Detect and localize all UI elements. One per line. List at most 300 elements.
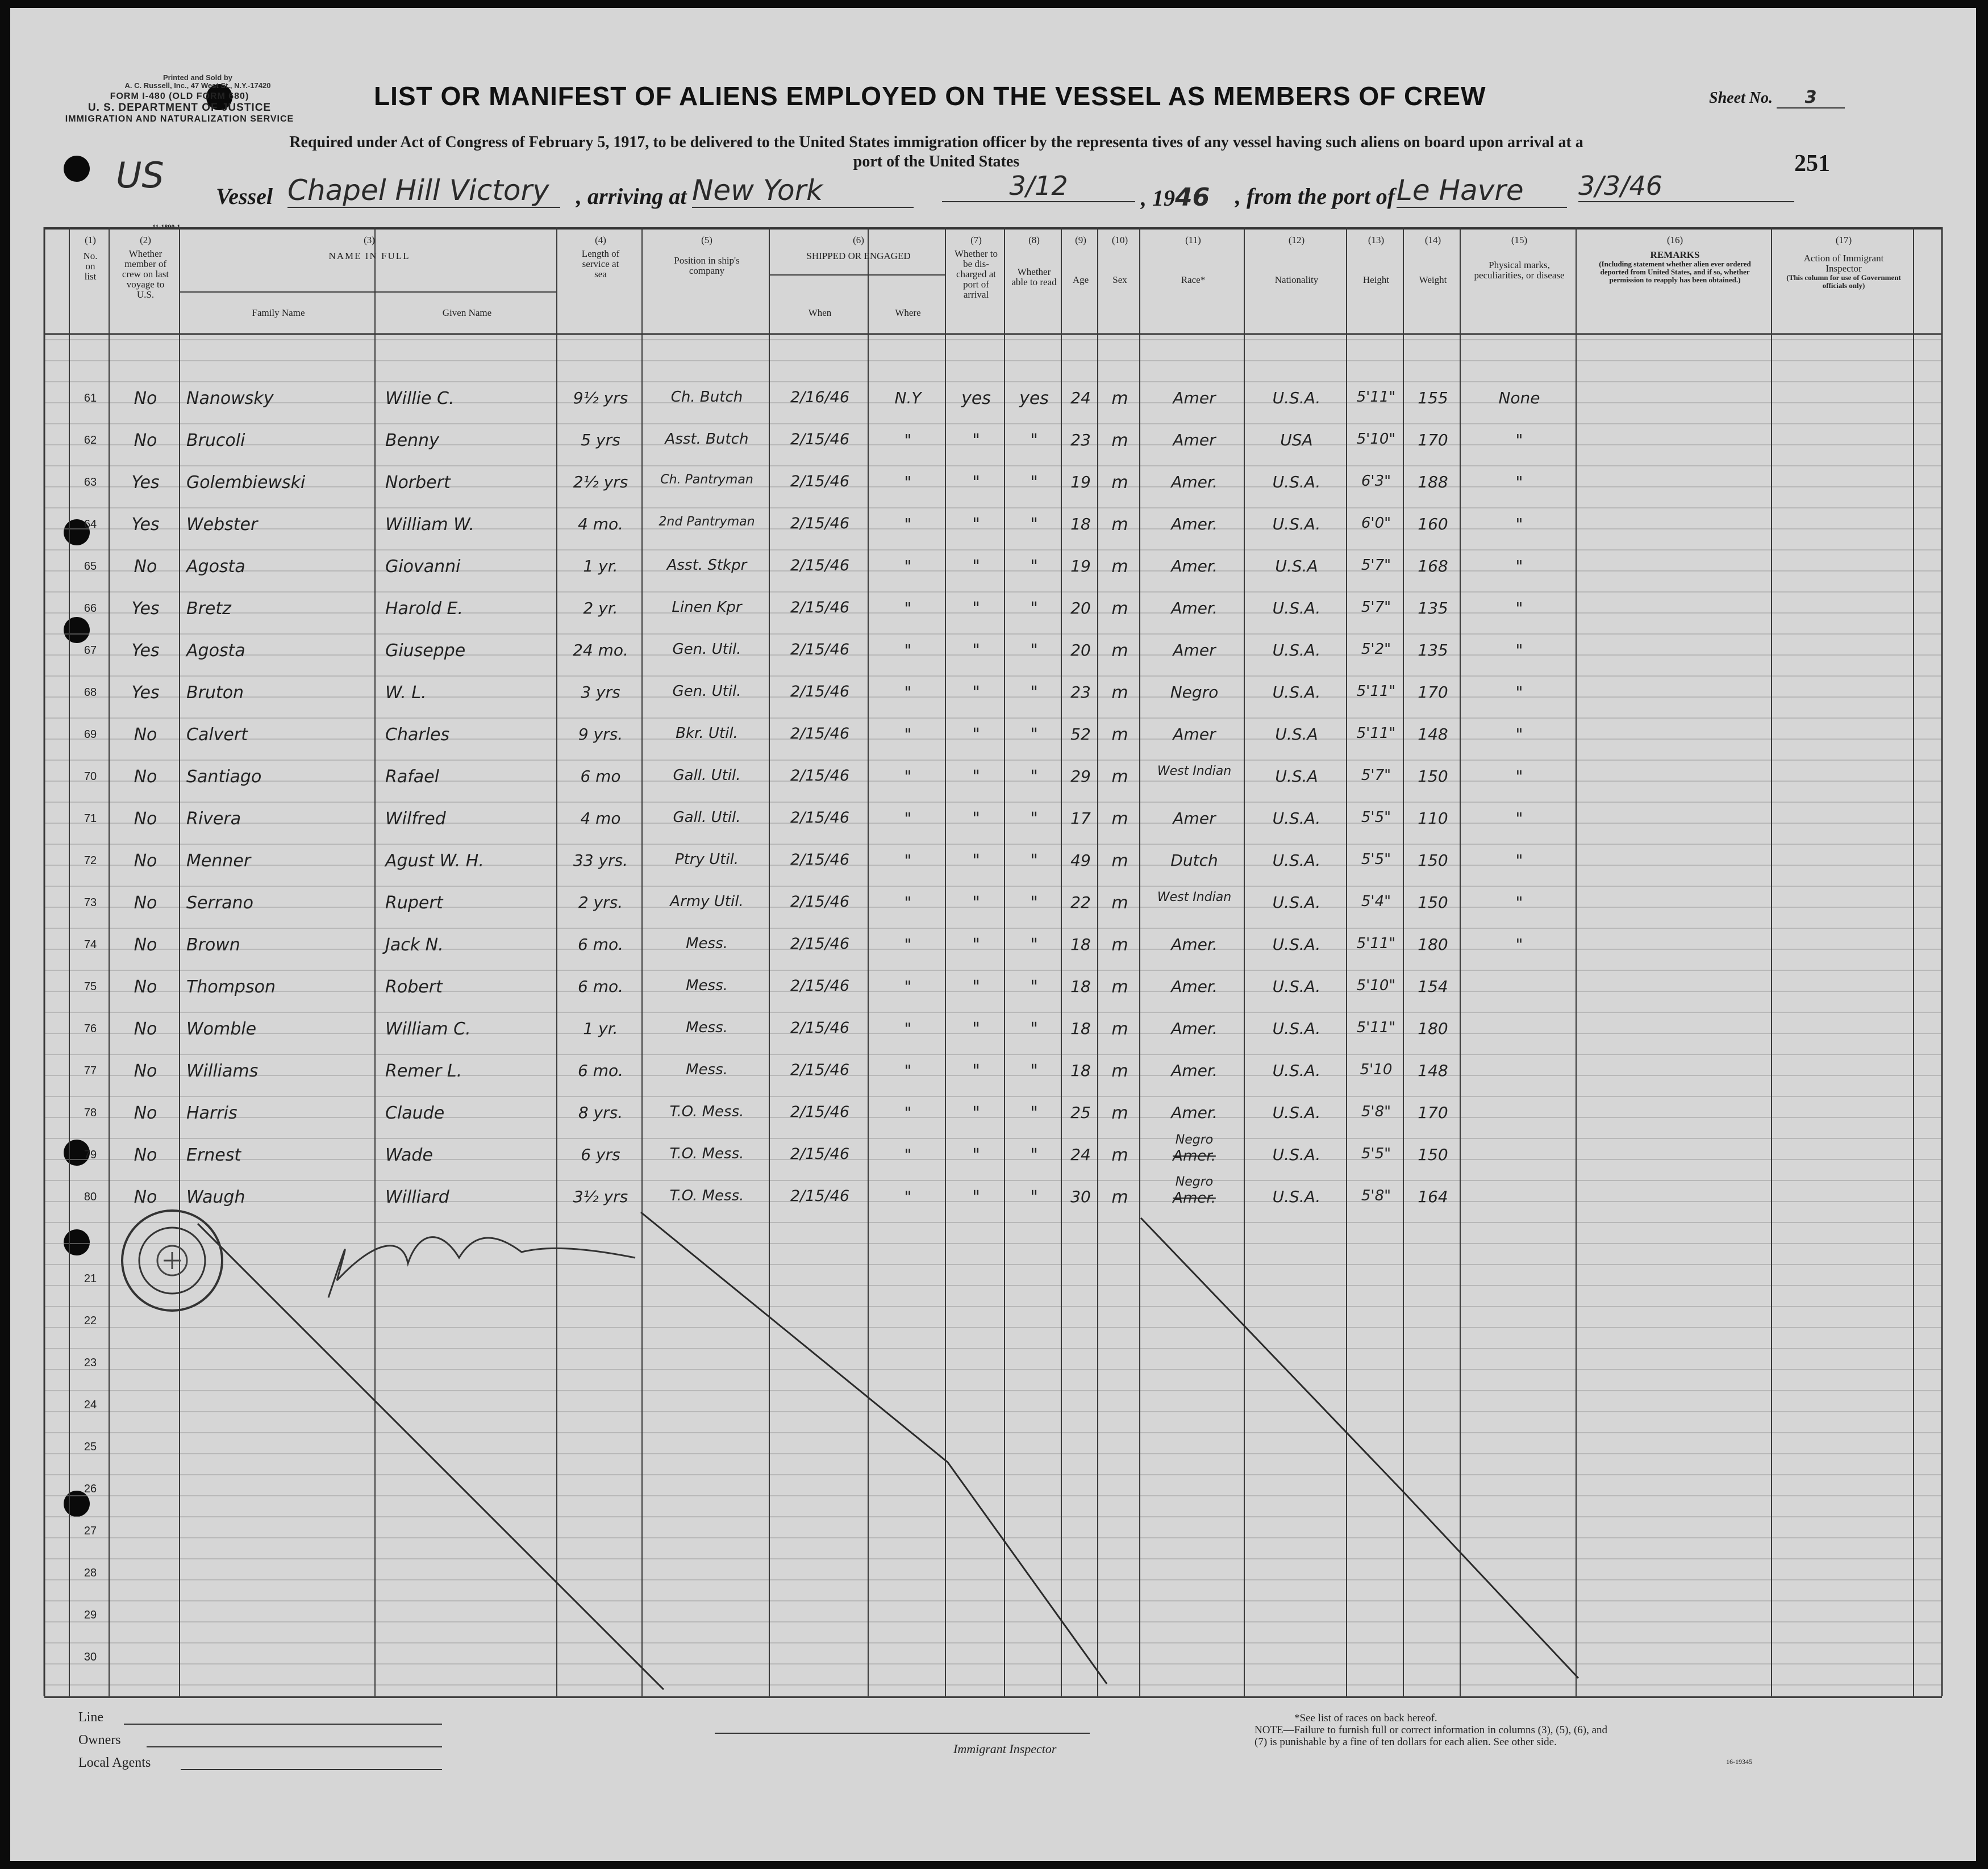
col13-number: (13) bbox=[1368, 235, 1385, 245]
age: 18 bbox=[1070, 1019, 1091, 1038]
line-number: 67 bbox=[84, 644, 97, 657]
col16-sublabel: (Including statement whether alien ever ordered deported from United States, and if so, whether permission to reapply has been obtained.) bbox=[1599, 260, 1751, 284]
shipped-place: N.Y bbox=[894, 389, 922, 407]
ship-position: Gen. Util. bbox=[672, 683, 741, 700]
shipped-place: " bbox=[904, 557, 912, 575]
inspector-label: Immigrant Inspector bbox=[953, 1742, 1057, 1756]
given-name: Rafael bbox=[385, 767, 439, 787]
shipped-place: " bbox=[904, 1019, 912, 1038]
family-name: Brucoli bbox=[186, 431, 245, 450]
given-name: Benny bbox=[385, 431, 439, 450]
physical-marks: " bbox=[1515, 431, 1523, 449]
col3b-label: Given Name bbox=[442, 307, 492, 318]
page-number: 251 bbox=[1794, 151, 1830, 177]
sex: m bbox=[1111, 599, 1128, 619]
able-to-read: " bbox=[1030, 1019, 1038, 1039]
discharge-flag: " bbox=[972, 767, 980, 787]
length-of-service: 1 yr. bbox=[583, 557, 618, 575]
height: 6'3" bbox=[1361, 473, 1391, 490]
footnote-note2: (7) is punishable by a fine of ten dollars for each alien. See other side. bbox=[1255, 1736, 1557, 1748]
age: 18 bbox=[1070, 1061, 1091, 1080]
crew-last-voyage: No bbox=[134, 977, 157, 997]
family-name: Santiago bbox=[186, 767, 262, 787]
shipped-date: 2/15/46 bbox=[790, 431, 850, 448]
nationality: U.S.A. bbox=[1272, 893, 1321, 912]
sex: m bbox=[1111, 935, 1128, 955]
age: 30 bbox=[1070, 1187, 1091, 1206]
line-number: 74 bbox=[84, 938, 97, 951]
race: Negro bbox=[1170, 683, 1219, 702]
race: Amer. bbox=[1171, 599, 1218, 618]
discharge-flag: " bbox=[972, 683, 980, 703]
crew-last-voyage: Yes bbox=[131, 473, 160, 493]
col6-number: (6) bbox=[853, 235, 864, 245]
from-label: , from the port of bbox=[1235, 183, 1395, 209]
able-to-read: " bbox=[1030, 683, 1038, 703]
printer-line1: Printed and Sold by bbox=[162, 73, 233, 82]
able-to-read: " bbox=[1030, 893, 1038, 913]
nationality: U.S.A. bbox=[1272, 641, 1321, 660]
sex: m bbox=[1111, 1103, 1128, 1123]
length-of-service: 6 mo. bbox=[577, 1061, 624, 1080]
age: 29 bbox=[1070, 767, 1091, 786]
race: West Indian bbox=[1157, 764, 1232, 778]
height: 5'11" bbox=[1356, 389, 1396, 406]
family-name: Rivera bbox=[186, 809, 241, 829]
year-prefix: , 19 bbox=[1141, 185, 1175, 211]
discharge-flag: " bbox=[972, 515, 980, 535]
nationality: U.S.A. bbox=[1272, 809, 1321, 828]
line-number: 76 bbox=[84, 1023, 97, 1035]
race: Negro bbox=[1175, 1133, 1214, 1147]
weight: 135 bbox=[1418, 641, 1448, 660]
age: 23 bbox=[1070, 431, 1091, 449]
race: Amer bbox=[1173, 809, 1216, 828]
line-number: 62 bbox=[84, 434, 97, 447]
vessel-label: Vessel bbox=[216, 183, 273, 209]
col9-number: (9) bbox=[1075, 235, 1086, 245]
ship-position: Mess. bbox=[686, 1019, 728, 1036]
sex: m bbox=[1111, 851, 1128, 871]
weight: 148 bbox=[1418, 1061, 1448, 1080]
race: Amer bbox=[1173, 389, 1216, 407]
col5-number: (5) bbox=[701, 235, 712, 245]
length-of-service: 24 mo. bbox=[573, 641, 628, 660]
nationality: U.S.A. bbox=[1272, 1103, 1321, 1122]
consulate-seal bbox=[118, 1207, 226, 1315]
department-name: U. S. DEPARTMENT OF JUSTICE bbox=[87, 102, 272, 114]
line-number: 72 bbox=[84, 854, 97, 867]
discharge-flag: " bbox=[972, 1061, 980, 1081]
discharge-flag: " bbox=[972, 977, 980, 997]
race: Amer bbox=[1173, 431, 1216, 449]
crew-last-voyage: No bbox=[134, 851, 157, 871]
able-to-read: " bbox=[1030, 515, 1038, 535]
shipped-date: 2/15/46 bbox=[790, 473, 850, 490]
age: 22 bbox=[1070, 893, 1091, 912]
crew-last-voyage: No bbox=[134, 893, 157, 913]
arrival-date: 3/12 bbox=[942, 170, 1135, 202]
ship-position: Linen Kpr bbox=[672, 599, 742, 616]
col3a-label: Family Name bbox=[252, 307, 305, 318]
sex: m bbox=[1111, 641, 1128, 661]
sex: m bbox=[1111, 1187, 1128, 1207]
weight: 150 bbox=[1418, 893, 1448, 912]
able-to-read: " bbox=[1030, 599, 1038, 619]
sex: m bbox=[1111, 1145, 1128, 1165]
col4-label: Length of service at sea bbox=[581, 248, 620, 279]
ship-position: Gall. Util. bbox=[673, 767, 741, 784]
given-name: Robert bbox=[385, 977, 443, 997]
able-to-read: " bbox=[1030, 977, 1038, 997]
family-name: Ernest bbox=[186, 1145, 241, 1165]
physical-marks: " bbox=[1515, 599, 1523, 618]
age: 20 bbox=[1070, 641, 1091, 660]
length-of-service: 2 yrs. bbox=[578, 893, 623, 912]
able-to-read: yes bbox=[1019, 389, 1049, 408]
given-name: Norbert bbox=[385, 473, 451, 493]
race: West Indian bbox=[1157, 890, 1232, 904]
line-field bbox=[124, 1724, 442, 1725]
weight: 170 bbox=[1418, 1103, 1448, 1122]
line-number: 23 bbox=[84, 1357, 97, 1369]
age: 24 bbox=[1070, 389, 1091, 407]
vessel-name: Chapel Hill Victory bbox=[287, 174, 560, 208]
line-number: 77 bbox=[84, 1065, 97, 1077]
family-name: Thompson bbox=[186, 977, 276, 997]
race-struck: Amer. bbox=[1173, 1148, 1216, 1165]
able-to-read: " bbox=[1030, 725, 1038, 745]
footer-rule bbox=[44, 1696, 1942, 1698]
length-of-service: 6 mo. bbox=[577, 935, 624, 954]
given-name: Wade bbox=[385, 1145, 433, 1165]
crew-last-voyage: Yes bbox=[131, 683, 160, 703]
cancel-stroke bbox=[1141, 1218, 1578, 1678]
shipped-place: " bbox=[904, 431, 912, 449]
height: 5'5" bbox=[1361, 809, 1391, 826]
family-name: Agosta bbox=[186, 641, 245, 661]
ship-position: Mess. bbox=[686, 935, 728, 952]
shipped-date: 2/15/46 bbox=[790, 1019, 850, 1037]
length-of-service: 9½ yrs bbox=[573, 389, 628, 407]
discharge-flag: " bbox=[972, 599, 980, 619]
given-name: Giuseppe bbox=[385, 641, 466, 661]
ship-position: Bkr. Util. bbox=[676, 725, 738, 742]
shipped-place: " bbox=[904, 473, 912, 491]
col7-number: (7) bbox=[970, 235, 982, 245]
line-number: 30 bbox=[84, 1651, 97, 1663]
family-name: Bretz bbox=[186, 599, 231, 619]
ship-position: Army Util. bbox=[670, 893, 744, 910]
col6a-label: When bbox=[808, 307, 832, 318]
height: 5'11" bbox=[1356, 1019, 1396, 1036]
race: Amer. bbox=[1171, 1061, 1218, 1080]
family-name: Williams bbox=[186, 1061, 259, 1081]
able-to-read: " bbox=[1030, 1145, 1038, 1165]
shipped-date: 2/15/46 bbox=[790, 641, 850, 658]
physical-marks: " bbox=[1515, 557, 1523, 575]
nationality: U.S.A. bbox=[1272, 515, 1321, 533]
height: 6'0" bbox=[1361, 515, 1391, 532]
race: Amer. bbox=[1171, 977, 1218, 996]
crew-last-voyage: No bbox=[134, 1061, 157, 1081]
race: Amer bbox=[1173, 641, 1216, 660]
weight: 170 bbox=[1418, 431, 1448, 449]
height: 5'10" bbox=[1356, 431, 1396, 448]
weight: 180 bbox=[1418, 1019, 1448, 1038]
age: 52 bbox=[1070, 725, 1091, 744]
race-struck: Amer. bbox=[1173, 1190, 1216, 1207]
nationality: USA bbox=[1280, 431, 1313, 449]
family-name: Golembiewski bbox=[186, 473, 306, 493]
departure-date: 3/3/46 bbox=[1578, 170, 1794, 202]
nationality: U.S.A. bbox=[1272, 1145, 1321, 1164]
discharge-flag: " bbox=[972, 809, 980, 829]
nationality: U.S.A. bbox=[1272, 389, 1321, 407]
shipped-place: " bbox=[904, 809, 912, 828]
physical-marks: " bbox=[1515, 515, 1523, 533]
weight: 160 bbox=[1418, 515, 1448, 533]
col17-sublabel: (This column for use of Government officials only) bbox=[1786, 273, 1901, 290]
able-to-read: " bbox=[1030, 431, 1038, 450]
shipped-place: " bbox=[904, 1187, 912, 1206]
sex: m bbox=[1111, 557, 1128, 577]
length-of-service: 6 mo. bbox=[577, 977, 624, 996]
family-name: Brown bbox=[186, 935, 240, 955]
able-to-read: " bbox=[1030, 809, 1038, 829]
crew-last-voyage: No bbox=[134, 389, 157, 408]
col13-label: Height bbox=[1362, 274, 1390, 285]
able-to-read: " bbox=[1030, 851, 1038, 871]
able-to-read: " bbox=[1030, 935, 1038, 955]
length-of-service: 8 yrs. bbox=[578, 1103, 623, 1122]
height: 5'11" bbox=[1356, 935, 1396, 952]
footnote bbox=[1255, 1712, 1777, 1748]
form-code: 11-1890-1 bbox=[152, 223, 181, 231]
discharge-flag: " bbox=[972, 473, 980, 493]
subtitle-line2: port of the United States bbox=[853, 153, 1020, 170]
sex: m bbox=[1111, 809, 1128, 829]
col4-number: (4) bbox=[595, 235, 606, 245]
col16-number: (16) bbox=[1666, 235, 1683, 245]
line-number: 70 bbox=[84, 770, 97, 783]
line-number: 79 bbox=[84, 1149, 97, 1161]
line-number: 65 bbox=[84, 560, 97, 573]
crew-last-voyage: No bbox=[134, 1103, 157, 1123]
shipped-place: " bbox=[904, 599, 912, 618]
ship-position: Mess. bbox=[686, 1061, 728, 1078]
cancellation-strokes bbox=[10, 8, 1976, 1861]
length-of-service: 4 mo bbox=[580, 809, 621, 828]
able-to-read: " bbox=[1030, 557, 1038, 577]
physical-marks: " bbox=[1515, 893, 1523, 912]
col5-label: Position in ship's company bbox=[674, 255, 740, 276]
height: 5'11" bbox=[1356, 683, 1396, 700]
crew-last-voyage: No bbox=[134, 809, 157, 829]
shipped-date: 2/15/46 bbox=[790, 809, 850, 827]
given-name: William W. bbox=[385, 515, 474, 535]
nationality: U.S.A. bbox=[1272, 1187, 1321, 1206]
weight: 170 bbox=[1418, 683, 1448, 702]
sex: m bbox=[1111, 473, 1128, 493]
weight: 135 bbox=[1418, 599, 1448, 618]
discharge-flag: " bbox=[972, 641, 980, 661]
shipped-place: " bbox=[904, 641, 912, 660]
given-name: Willie C. bbox=[385, 389, 455, 408]
race: Amer. bbox=[1171, 935, 1218, 954]
length-of-service: 2 yr. bbox=[583, 599, 618, 618]
ship-position: Gen. Util. bbox=[672, 641, 741, 658]
line-number: 22 bbox=[84, 1315, 97, 1327]
col17-label: Action of Immigrant Inspector bbox=[1803, 253, 1884, 274]
given-name: Jack N. bbox=[385, 935, 444, 955]
length-of-service: 9 yrs. bbox=[578, 725, 623, 744]
length-of-service: 5 yrs bbox=[581, 431, 620, 449]
height: 5'5" bbox=[1361, 1145, 1391, 1162]
sex: m bbox=[1111, 977, 1128, 997]
nationality: U.S.A bbox=[1275, 767, 1318, 786]
col2-number: (2) bbox=[140, 235, 151, 245]
shipped-place: " bbox=[904, 725, 912, 744]
discharge-flag: " bbox=[972, 557, 980, 577]
shipped-place: " bbox=[904, 1061, 912, 1080]
shipped-place: " bbox=[904, 683, 912, 702]
length-of-service: 3 yrs bbox=[581, 683, 620, 702]
able-to-read: " bbox=[1030, 1061, 1038, 1081]
shipped-place: " bbox=[904, 935, 912, 954]
age: 18 bbox=[1070, 935, 1091, 954]
shipped-date: 2/15/46 bbox=[790, 977, 850, 995]
shipped-place: " bbox=[904, 893, 912, 912]
printer-line2: A. C. Russell, Inc., 47 West St., N.Y.-17420 bbox=[124, 81, 271, 90]
col15-label: Physical marks, peculiarities, or disease bbox=[1474, 260, 1565, 281]
service-name: IMMIGRATION AND NATURALIZATION SERVICE bbox=[65, 114, 294, 124]
arriving-port: New York bbox=[692, 174, 914, 208]
shipped-date: 2/15/46 bbox=[790, 1061, 850, 1079]
ship-position: Ch. Pantryman bbox=[660, 473, 753, 487]
sex: m bbox=[1111, 389, 1128, 408]
discharge-flag: " bbox=[972, 725, 980, 745]
family-name: Womble bbox=[186, 1019, 257, 1039]
page-title: LIST OR MANIFEST OF ALIENS EMPLOYED ON THE VESSEL AS MEMBERS OF CREW bbox=[374, 81, 1486, 111]
shipped-place: " bbox=[904, 515, 912, 533]
footnote-races: *See list of races on back hereof. bbox=[1294, 1712, 1437, 1724]
weight: 168 bbox=[1418, 557, 1448, 575]
given-name: William C. bbox=[385, 1019, 471, 1039]
discharge-flag: yes bbox=[961, 389, 991, 408]
nationality: U.S.A. bbox=[1272, 683, 1321, 702]
shipped-place: " bbox=[904, 977, 912, 996]
weight: 150 bbox=[1418, 767, 1448, 786]
sex: m bbox=[1111, 683, 1128, 703]
length-of-service: 3½ yrs bbox=[573, 1187, 628, 1206]
shipped-place: " bbox=[904, 851, 912, 870]
age: 25 bbox=[1070, 1103, 1091, 1122]
crew-last-voyage: Yes bbox=[131, 641, 160, 661]
ship-position: Ch. Butch bbox=[670, 389, 743, 406]
discharge-flag: " bbox=[972, 1145, 980, 1165]
weight: 110 bbox=[1418, 809, 1448, 828]
family-name: Bruton bbox=[186, 683, 244, 703]
weight: 180 bbox=[1418, 935, 1448, 954]
height: 5'11" bbox=[1356, 725, 1396, 742]
ship-position: T.O. Mess. bbox=[669, 1187, 744, 1204]
weight: 164 bbox=[1418, 1187, 1448, 1206]
shipped-place: " bbox=[904, 1145, 912, 1164]
physical-marks: " bbox=[1515, 683, 1523, 702]
discharge-flag: " bbox=[972, 935, 980, 955]
line-number: 66 bbox=[84, 602, 97, 615]
col10-label: Sex bbox=[1112, 274, 1127, 285]
ship-position: Asst. Stkpr bbox=[666, 557, 747, 574]
col1-label: No. on list bbox=[83, 251, 98, 282]
nationality: U.S.A. bbox=[1272, 473, 1321, 491]
ship-position: T.O. Mess. bbox=[669, 1103, 744, 1120]
nationality: U.S.A. bbox=[1272, 1061, 1321, 1080]
line-number: 71 bbox=[84, 812, 97, 825]
ship-position: Mess. bbox=[686, 977, 728, 994]
col11-label: Race* bbox=[1181, 274, 1206, 285]
col17-number: (17) bbox=[1835, 235, 1852, 245]
arriving-label: , arriving at bbox=[576, 183, 687, 209]
footnote-note1: NOTE—Failure to furnish full or correct information in columns (3), (5), (6), and bbox=[1255, 1724, 1608, 1736]
line-number: 69 bbox=[84, 728, 97, 741]
line-number: 63 bbox=[84, 476, 97, 489]
family-name: Waugh bbox=[186, 1187, 245, 1207]
sex: m bbox=[1111, 431, 1128, 450]
form-number: FORM I-480 (OLD FORM 680) bbox=[110, 91, 249, 101]
crew-last-voyage: No bbox=[134, 1187, 157, 1207]
sex: m bbox=[1111, 1019, 1128, 1039]
length-of-service: 1 yr. bbox=[583, 1019, 618, 1038]
cancel-stroke bbox=[641, 1212, 1107, 1684]
given-name: Giovanni bbox=[385, 557, 461, 577]
line-number: 64 bbox=[84, 518, 97, 531]
col2-label: Whether member of crew on last voyage to U.S. bbox=[122, 248, 169, 300]
line-number: 21 bbox=[84, 1273, 97, 1285]
shipped-date: 2/15/46 bbox=[790, 557, 850, 574]
age: 20 bbox=[1070, 599, 1091, 618]
race: Amer. bbox=[1171, 1019, 1218, 1038]
shipped-place: " bbox=[904, 1103, 912, 1122]
col3-label: NAME IN FULL bbox=[328, 251, 410, 261]
nationality: U.S.A. bbox=[1272, 935, 1321, 954]
race: Dutch bbox=[1170, 851, 1218, 870]
col16-label: REMARKS bbox=[1650, 249, 1700, 260]
discharge-flag: " bbox=[972, 893, 980, 913]
year-suffix: 46 bbox=[1175, 183, 1210, 212]
col8-number: (8) bbox=[1028, 235, 1040, 245]
age: 23 bbox=[1070, 683, 1091, 702]
given-name: Williard bbox=[385, 1187, 449, 1207]
given-name: Wilfred bbox=[385, 809, 446, 829]
ship-position: 2nd Pantryman bbox=[659, 515, 755, 529]
sheet-number: 3 bbox=[1777, 87, 1845, 109]
sex: m bbox=[1111, 893, 1128, 913]
length-of-service: 6 yrs bbox=[581, 1145, 620, 1164]
sex: m bbox=[1111, 767, 1128, 787]
crew-last-voyage: No bbox=[134, 1019, 157, 1039]
race: Negro bbox=[1175, 1175, 1214, 1189]
family-name: Webster bbox=[186, 515, 258, 535]
height: 5'7" bbox=[1361, 767, 1391, 784]
line-number: 28 bbox=[84, 1567, 97, 1579]
col11-number: (11) bbox=[1185, 235, 1201, 245]
discharge-flag: " bbox=[972, 851, 980, 871]
shipped-date: 2/15/46 bbox=[790, 599, 850, 616]
weight: 155 bbox=[1418, 389, 1448, 407]
col9-label: Age bbox=[1072, 274, 1089, 285]
